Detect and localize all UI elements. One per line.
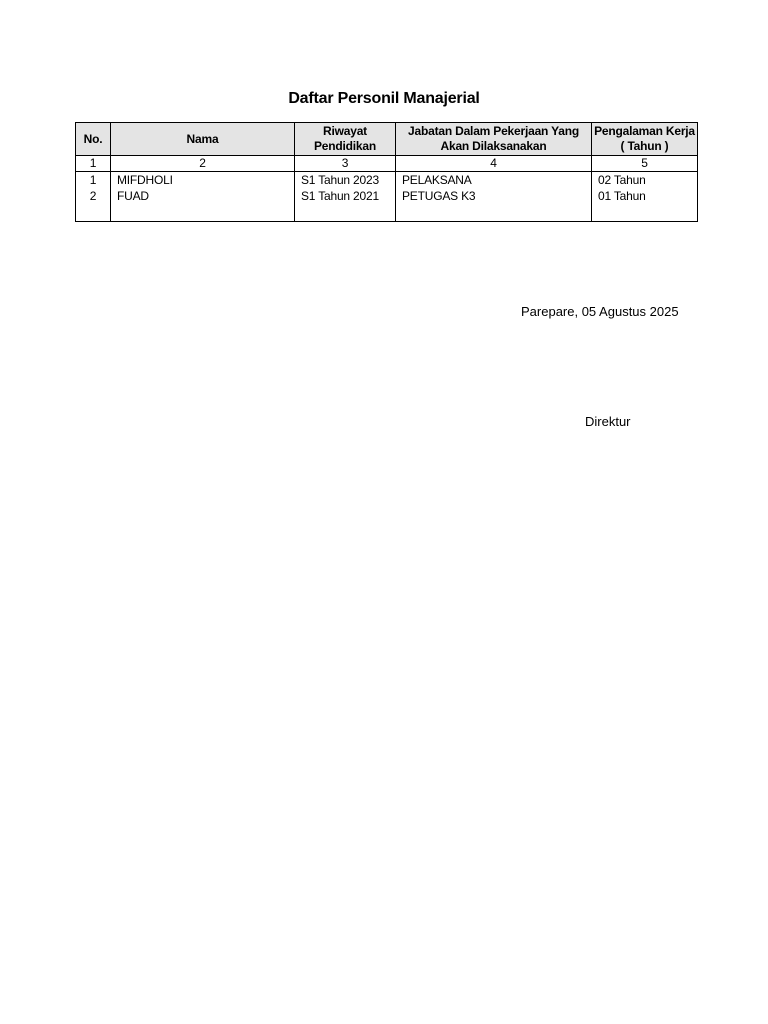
column-number: 3 (295, 156, 396, 172)
column-number-row (76, 156, 698, 172)
table-empty-row (76, 204, 698, 222)
document-title: Daftar Personil Manajerial (288, 90, 480, 107)
empty-cell (396, 204, 592, 222)
cell-no: 2 (76, 188, 111, 204)
header-nama: Nama (111, 123, 295, 156)
cell-jabatan: PELAKSANA (396, 172, 592, 189)
column-number: 4 (396, 156, 592, 172)
cell-nama: FUAD (111, 188, 295, 204)
cell-pendidikan: S1 Tahun 2023 (295, 172, 396, 189)
cell-pendidikan: S1 Tahun 2021 (295, 188, 396, 204)
signer-position: Direktur (585, 414, 631, 429)
column-number: 1 (76, 156, 111, 172)
column-number: 2 (111, 156, 295, 172)
header-no: No. (76, 123, 111, 156)
cell-pengalaman: 01 Tahun (592, 188, 698, 204)
cell-jabatan: PETUGAS K3 (396, 188, 592, 204)
empty-cell (76, 204, 111, 222)
table-row (76, 188, 698, 204)
cell-no: 1 (76, 172, 111, 189)
header-pengalaman-kerja: Pengalaman Kerja ( Tahun ) (592, 123, 698, 156)
empty-cell (295, 204, 396, 222)
empty-cell (111, 204, 295, 222)
column-number: 5 (592, 156, 698, 172)
cell-pengalaman: 02 Tahun (592, 172, 698, 189)
table-row (76, 172, 698, 189)
place-and-date: Parepare, 05 Agustus 2025 (521, 304, 679, 319)
cell-nama: MIFDHOLI (111, 172, 295, 189)
header-jabatan: Jabatan Dalam Pekerjaan Yang Akan Dilaksanakan (396, 123, 592, 156)
empty-cell (592, 204, 698, 222)
table-header-row (76, 123, 698, 156)
header-riwayat-pendidikan: Riwayat Pendidikan (295, 123, 396, 156)
personnel-table (75, 122, 698, 222)
